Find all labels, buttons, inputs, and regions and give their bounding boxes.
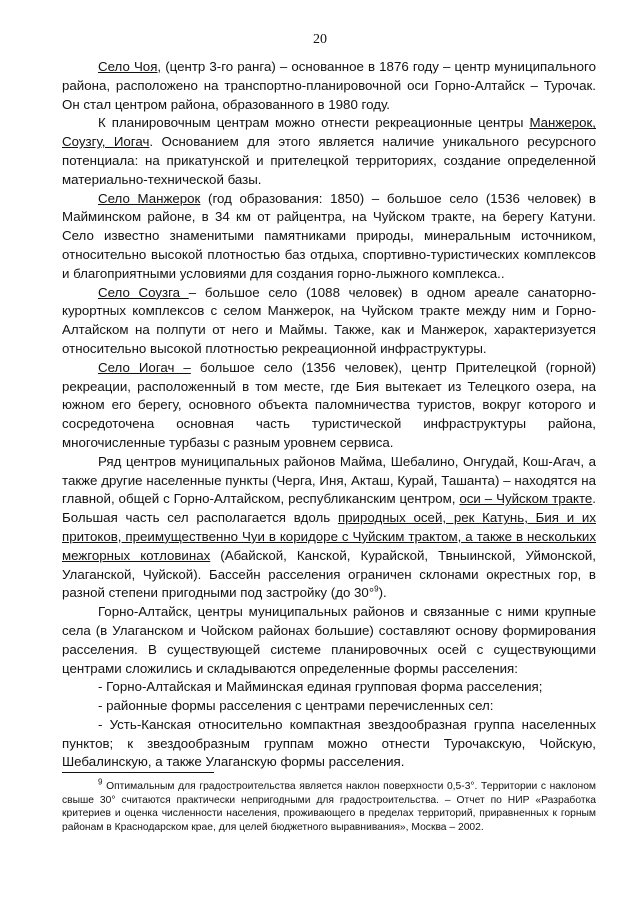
list-item: - районные формы расселения с центрами перечисленных сел: xyxy=(98,698,494,714)
heading-souzga: Село Соузга xyxy=(98,284,189,300)
paragraph-district-centers: Ряд центров муниципальных районов Майма, Шебалино, Онгудай, Кош-Агач, а также другие населенные пункты (Черга, Иня, Акташ, Курай, Ташанта) – находятся на главной, общей с Горно-Алтайском, республиканским центром, оси – Чуйском тракте. Большая часть сел располагается вдоль природных осей, рек Катунь, Бия и их притоков, преимущественно Чуи в коридоре с Чуйским трактом, а также в нескольких межгорных котловинах (Абайской, Канской, Курайской, Твныинской, Уймонской, Улаганской, Чуйской). Бассейн расселения ограничен склонами окрестных гор, в разной степени пригодными под застройку (до 30°$^9$). xyxy=(62,453,596,601)
document-body xyxy=(62,58,596,772)
chuya-tract-axis: оси – Чуйском тракте xyxy=(459,491,593,507)
paragraph-souzga: Село Соузга – большое село (1088 человек) в одном ареале санаторно-курортных комплексов с селом Манжерок, на Чуйском тракте между ним и Горно-Алтайском на полпути от него и Маймы. Также, как и Манжерок, характеризуется относительно высокой плотностью рекреационной инфраструктуры. xyxy=(62,284,596,356)
heading-manzherok: Село Манжерок xyxy=(98,190,201,206)
recreation-centers-list: Манжерок, Соузгу, Иогач xyxy=(62,115,596,150)
heading-choya: Село Чоя, xyxy=(98,59,162,74)
footnote-ref: 9 xyxy=(374,584,379,594)
list-item: - Горно-Алтайская и Майминская единая групповая форма расселения; xyxy=(98,679,543,695)
page-number: 20 xyxy=(313,32,327,47)
paragraph-planning-centers: К планировочным центрам можно отнести рекреационные центры Манжерок, Соузгу, Иогач. Основанием для этого является наличие уникального ресурсного потенциала: на прикатунской и прителецкой территориях, создание определенной материально-технической базы. xyxy=(62,115,596,187)
list-item: - Усть-Канская относительно компактная звездообразная группа населенных пунктов; к звездообразным группам можно отнести Турочакскую, Чойскую, Шебалинскую, а также Улаганскую формы расселения. xyxy=(62,716,596,770)
paragraph-manzherok: Село Манжерок (год образования: 1850) – большое село (1536 человек) в Майминском районе, в 34 км от райцентра, на Чуйском тракте, на берегу Катуни. Село известно знаменитыми памятниками природы, минеральным источником, относительно высокой плотностью баз отдыха, спортивно-туристических комплексов и благоприятными условиями для создания горно-лыжного комплекса.. xyxy=(62,190,596,281)
footnote-mark: 9 xyxy=(98,777,103,787)
paragraph-choya: Село Чоя, (центр 3-го ранга) – основанное в 1876 году – центр муниципального района, расположено на транспортно-планировочной оси Горно-Алтайск – Турочак. Он стал центром района, образованного в 1980 году. xyxy=(62,59,596,112)
paragraph-iogach: Село Иогач – большое село (1356 человек), центр Прителецкой (горной) рекреации, расположенный в том месте, где Бия вытекает из Телецкого озера, на южном его берегу, основного объекта паломничества туристов, вокруг которого и сосредоточена основная часть туристической инфраструктуры района, многочисленные турбазы с разным уровнем сервиса. xyxy=(62,359,597,450)
heading-iogach: Село Иогач – xyxy=(98,359,191,375)
natural-axes: природных осей, рек Катунь, Бия и их притоков, преимущественно Чуи в коридоре с Чуйским трактом, а также в нескольких межгорных котловинах xyxy=(62,510,596,563)
footnote: $^9$ Оптимальным для градостроительства является наклон поверхности 0,5-3°. Территории с наклоном свыше 30° считаются практически непригодными для градостроительства. – Отчет по НИР «Разработка критериев и оценка численности населения, проживающего в пределах территорий, приравненных к горным районам в Краснодарском крае, для целей бюджетного выравнивания», Москва – 2002. xyxy=(62,777,596,833)
paragraph-settlement-forms: Горно-Алтайск, центры муниципальных районов и связанные с ними крупные села (в Улаганском и Чойском районах большие) составляют основу формирования расселения. В существующей системе планировочных осей с существующими центрами сложились и складываются определенные формы расселения: xyxy=(62,604,596,676)
footnote-divider xyxy=(62,772,214,773)
